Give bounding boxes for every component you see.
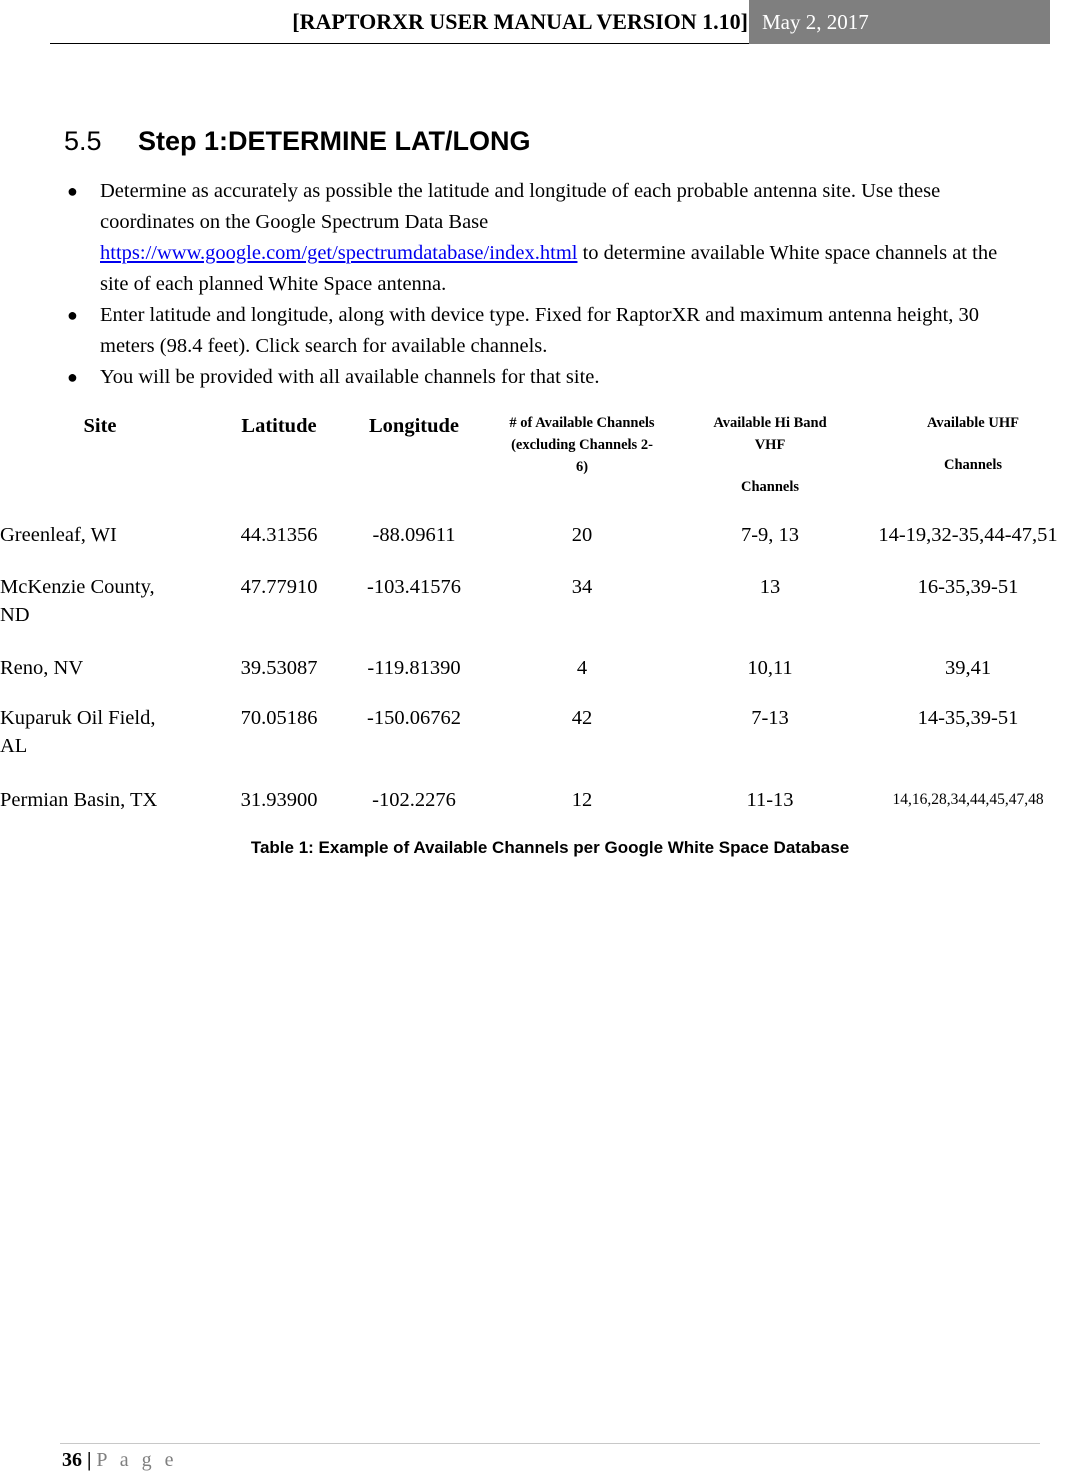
table-cell-count: 20 — [571, 524, 593, 546]
table-cell-count: 4 — [576, 657, 588, 679]
table-cell-uhf: 39,41 — [944, 657, 992, 679]
footer-divider — [60, 1443, 1040, 1444]
table-cell-count: 42 — [571, 707, 593, 729]
header-line: 6) — [575, 459, 589, 475]
manual-title: [RAPTORXR USER MANUAL VERSION 1.10] — [292, 9, 748, 34]
table-cell-latitude: 39.53087 — [240, 657, 318, 679]
header-line: # of Available Channels — [509, 415, 655, 431]
page-label: P a g e — [96, 1449, 178, 1471]
table-cell-vhf: 11-13 — [746, 789, 794, 811]
header-available-count — [492, 412, 672, 478]
table-cell-latitude: 31.93900 — [240, 789, 318, 811]
table-cell-vhf: 13 — [759, 576, 781, 598]
section-heading — [64, 126, 531, 157]
bullet-icon: ● — [67, 305, 78, 325]
list-item — [64, 176, 1024, 300]
table-cell-longitude: -150.06762 — [367, 707, 461, 729]
header-site: Site — [83, 415, 117, 437]
header-line: Available Hi Band — [713, 415, 827, 431]
table-cell-uhf: 14,16,28,34,44,45,47,48 — [892, 791, 1044, 808]
table-cell-uhf: 16-35,39-51 — [917, 576, 1019, 598]
header-date: May 2, 2017 — [749, 0, 1050, 44]
table-cell-uhf: 14-19,32-35,44-47,51 — [878, 524, 1058, 546]
table-cell-site: Permian Basin, TX — [0, 789, 158, 811]
bullet-text: Enter latitude and longitude, along with device type. Fixed for RaptorXR and maximum antenna height, 30 meters (98.4 feet). Click search for available channels. — [100, 304, 980, 357]
section-title: Step 1:DETERMINE LAT/LONG — [138, 126, 531, 156]
instruction-list — [64, 176, 1024, 393]
site-line: AL — [0, 735, 28, 757]
table-cell-count: 34 — [571, 576, 593, 598]
table-cell-longitude: -102.2276 — [372, 789, 456, 811]
page-header — [50, 0, 1050, 44]
table-cell-longitude: -103.41576 — [367, 576, 461, 598]
table-cell-latitude: 47.77910 — [240, 576, 318, 598]
header-line: (excluding Channels 2- — [511, 437, 653, 453]
header-latitude: Latitude — [241, 415, 317, 437]
table-cell-site — [0, 573, 155, 629]
bullet-text: You will be provided with all available channels for that site. — [100, 366, 600, 388]
bullet-text: to determine available White space channels at the site of each planned White Space antenna. — [100, 242, 998, 295]
list-item — [64, 362, 1024, 393]
table-cell-longitude: -119.81390 — [367, 657, 461, 679]
header-line: Available UHF — [927, 415, 1019, 431]
table-cell-count: 12 — [571, 789, 593, 811]
bullet-icon: ● — [67, 181, 78, 201]
header-divider — [50, 43, 749, 44]
bullet-text: Determine as accurately as possible the latitude and longitude of each probable antenna site. Use these coordinates on the Google Spectrum Data Base — [100, 180, 941, 233]
site-line: ND — [0, 604, 30, 626]
table-cell-site: Greenleaf, WI — [0, 524, 117, 546]
table-cell-site — [0, 704, 155, 760]
section-number: 5.5 — [64, 126, 102, 156]
table-cell-vhf: 7-13 — [751, 707, 789, 729]
page-separator: | — [87, 1449, 92, 1471]
bullet-icon: ● — [67, 367, 78, 387]
table-cell-vhf: 7-9, 13 — [740, 524, 800, 546]
table-cell-latitude: 70.05186 — [240, 707, 318, 729]
site-line: McKenzie County, — [0, 576, 155, 598]
header-vhf-channels — [690, 412, 850, 498]
spectrum-database-link[interactable]: https://www.google.com/get/spectrumdatabase/index.html — [100, 242, 578, 264]
header-line: VHF — [754, 437, 786, 453]
table-cell-latitude: 44.31356 — [240, 524, 318, 546]
header-uhf-channels — [888, 412, 1058, 476]
table-caption: Table 1: Example of Available Channels per Google White Space Database — [250, 838, 850, 857]
page-footer — [62, 1449, 178, 1472]
header-line: Channels — [740, 479, 800, 495]
site-line: Kuparuk Oil Field, — [0, 707, 156, 729]
table-cell-site: Reno, NV — [0, 657, 84, 679]
page-number: 36 — [62, 1449, 82, 1471]
list-item — [64, 300, 1024, 362]
table-cell-vhf: 10,11 — [747, 657, 793, 679]
header-longitude: Longitude — [369, 415, 459, 437]
header-line: Channels — [943, 457, 1003, 473]
table-cell-longitude: -88.09611 — [372, 524, 456, 546]
table-cell-uhf: 14-35,39-51 — [917, 707, 1019, 729]
